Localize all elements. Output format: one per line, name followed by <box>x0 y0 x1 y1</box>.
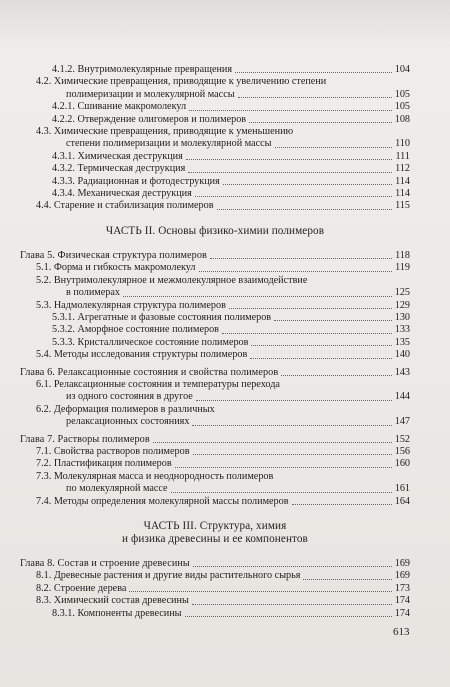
toc-entry-7-4 <box>20 496 410 508</box>
toc-entry-page: 105 <box>394 88 410 100</box>
toc-entry-page: 152 <box>394 433 410 445</box>
toc-entry-title-line2: в полимерах <box>66 287 120 299</box>
toc-entry-7-1 <box>20 446 410 458</box>
chapter-title: Глава 5. Физическая структура полимеров <box>20 249 207 261</box>
toc-entry-title-line2: релаксационных состояниях <box>66 416 190 428</box>
toc-entry-page: 114 <box>395 188 410 200</box>
chapter-title: Глава 6. Релаксационные состояния и свойства полимеров <box>20 366 279 378</box>
part-3-heading-line2: и физика древесины и ее компонентов <box>122 533 308 545</box>
leader-dots <box>210 258 392 259</box>
leader-dots <box>153 442 392 443</box>
toc-entry-8-3 <box>20 595 410 607</box>
part-3-heading-line1: ЧАСТЬ III. Структура, химия <box>143 520 287 532</box>
toc-entry-title: 4.2.1. Сшивание макромолекул <box>52 101 187 113</box>
toc-entry-4-3-2 <box>20 163 410 175</box>
leader-dots <box>222 333 392 334</box>
toc-entry-page: 147 <box>394 416 410 428</box>
leader-dots <box>235 72 392 73</box>
part-2-heading: ЧАСТЬ II. Основы физико-химии полимеров <box>105 224 325 237</box>
toc-chapter-5 <box>20 250 410 262</box>
toc-entry-title-line2: степени полимеризации и молекулярной массы <box>66 138 272 150</box>
leader-dots <box>189 110 392 111</box>
toc-entry-page: 129 <box>394 299 410 311</box>
table-of-contents <box>20 64 410 620</box>
toc-entry-title-line2: полимеризации и молекулярной массы <box>66 88 235 100</box>
toc-entry-page: 140 <box>394 349 410 361</box>
toc-entry-8-1 <box>20 570 410 582</box>
leader-dots <box>192 604 392 605</box>
toc-entry-4-2 <box>20 76 410 101</box>
toc-entry-page: 156 <box>394 445 410 457</box>
toc-entry-page: 174 <box>394 595 410 607</box>
toc-entry-title: 4.4. Старение и стабилизация полимеров <box>36 200 214 212</box>
toc-entry-page: 108 <box>394 113 410 125</box>
leader-dots <box>185 616 392 617</box>
toc-entry-page: 115 <box>395 200 410 212</box>
toc-entry-page: 105 <box>394 101 410 113</box>
toc-entry-page: 104 <box>394 64 410 75</box>
toc-entry-title: 8.1. Древесные растения и другие виды растительного сырья <box>36 570 301 582</box>
leader-dots <box>171 492 392 493</box>
toc-entry-6-2 <box>20 404 410 429</box>
leader-dots <box>195 196 392 197</box>
toc-entry-4-2-1 <box>20 101 410 113</box>
toc-chapter-6 <box>20 367 410 379</box>
leader-dots <box>249 122 392 123</box>
chapter-title: Глава 7. Растворы полимеров <box>20 433 150 445</box>
toc-entry-8-2 <box>20 583 410 595</box>
toc-entry-page: 160 <box>394 458 410 470</box>
toc-entry-5-3 <box>20 300 410 312</box>
toc-entry-title: 4.3.1. Химическая деструкция <box>52 150 183 162</box>
leader-dots <box>251 345 391 346</box>
leader-dots <box>175 467 392 468</box>
toc-entry-title: 5.1. Форма и гибкость макромолекул <box>36 262 196 274</box>
leader-dots <box>196 400 392 401</box>
toc-entry-4-3-4 <box>20 188 410 200</box>
toc-entry-page: 119 <box>395 262 410 274</box>
toc-entry-title: 4.3.2. Термическая деструкция <box>52 163 186 175</box>
toc-entry-title: 8.2. Строение дерева <box>36 582 127 594</box>
toc-entry-page: 173 <box>394 582 410 594</box>
toc-entry-title-line1: 4.3. Химические превращения, приводящие к уменьшению <box>36 126 294 138</box>
leader-dots <box>192 425 391 426</box>
toc-entry-title: 7.2. Пластификация полимеров <box>36 458 172 470</box>
toc-entry-5-2 <box>20 275 410 300</box>
toc-entry-page: 174 <box>394 607 410 619</box>
toc-entry-page: 169 <box>394 558 410 569</box>
toc-entry-title: 5.4. Методы исследования структуры полимеров <box>36 349 248 361</box>
toc-entry-page: 112 <box>395 163 410 175</box>
toc-entry-title-line1: 5.2. Внутримолекулярное и межмолекулярное взаимодействие <box>36 274 308 286</box>
toc-entry-page: 144 <box>394 391 410 403</box>
leader-dots <box>217 209 393 210</box>
toc-entry-page: 164 <box>394 495 410 507</box>
toc-entry-title: 5.3. Надмолекулярная структура полимеров <box>36 299 226 311</box>
toc-entry-5-3-3 <box>20 337 410 349</box>
leader-dots <box>188 172 392 173</box>
toc-entry-8-3-1 <box>20 608 410 620</box>
toc-entry-4-3-1 <box>20 151 410 163</box>
toc-entry-title-line1: 4.2. Химические превращения, приводящие к увеличению степени <box>36 76 327 88</box>
toc-entry-title: 7.4. Методы определения молекулярной массы полимеров <box>36 495 289 507</box>
leader-dots <box>292 504 392 505</box>
toc-entry-5-3-2 <box>20 324 410 336</box>
bleed-through-shadow <box>0 0 450 50</box>
leader-dots <box>250 358 391 359</box>
toc-entry-page: 133 <box>394 324 410 336</box>
toc-entry-4-1-2 <box>20 64 410 76</box>
toc-entry-7-2 <box>20 458 410 470</box>
toc-entry-page: 143 <box>394 366 410 378</box>
toc-entry-page: 110 <box>395 138 410 150</box>
chapter-title: Глава 8. Состав и строение древесины <box>20 558 190 569</box>
toc-entry-page: 118 <box>395 249 410 261</box>
leader-dots <box>303 579 391 580</box>
toc-entry-title: 5.3.1. Агрегатные и фазовые состояния полимеров <box>52 311 272 323</box>
toc-entry-title: 8.3.1. Компоненты древесины <box>52 607 182 619</box>
leader-dots <box>275 147 393 148</box>
leader-dots <box>123 296 392 297</box>
toc-entry-7-3 <box>20 471 410 496</box>
toc-entry-title: 5.3.2. Аморфное состояние полимеров <box>52 324 219 336</box>
toc-entry-title: 4.2.2. Отверждение олигомеров и полимеров <box>52 113 247 125</box>
toc-entry-5-4 <box>20 349 410 361</box>
toc-chapter-8 <box>20 558 410 570</box>
leader-dots <box>186 159 393 160</box>
toc-entry-title: 4.3.3. Радиационная и фотодеструкция <box>52 175 220 187</box>
toc-entry-page: 125 <box>394 287 410 299</box>
toc-entry-title: 4.1.2. Внутримолекулярные превращения <box>52 64 233 75</box>
toc-entry-title: 4.3.4. Механическая деструкция <box>52 188 192 200</box>
toc-entry-title: 5.3.3. Кристаллическое состояние полимеров <box>52 336 249 348</box>
leader-dots <box>274 320 392 321</box>
page-number: 613 <box>393 626 410 638</box>
toc-entry-page: 135 <box>394 336 410 348</box>
leader-dots <box>223 184 392 185</box>
toc-entry-title-line1: 7.3. Молекулярная масса и неоднородность полимеров <box>36 470 274 482</box>
toc-entry-page: 130 <box>394 311 410 323</box>
toc-entry-5-1 <box>20 262 410 274</box>
toc-entry-title-line2: по молекулярной массе <box>66 483 168 495</box>
leader-dots <box>193 454 392 455</box>
toc-entry-5-3-1 <box>20 312 410 324</box>
toc-entry-4-3 <box>20 126 410 151</box>
toc-entry-page: 161 <box>394 483 410 495</box>
toc-entry-page: 114 <box>395 175 410 187</box>
leader-dots <box>129 591 391 592</box>
leader-dots <box>193 566 392 567</box>
toc-entry-4-3-3 <box>20 176 410 188</box>
toc-entry-title-line1: 6.1. Релаксационные состояния и температуры перехода <box>36 378 280 390</box>
toc-entry-title: 7.1. Свойства растворов полимеров <box>36 445 190 457</box>
toc-entry-title: 8.3. Химический состав древесины <box>36 595 189 607</box>
leader-dots <box>281 375 391 376</box>
toc-entry-title-line2: из одного состояния в другое <box>66 391 193 403</box>
toc-entry-4-4 <box>20 200 410 212</box>
leader-dots <box>199 271 393 272</box>
toc-entry-title-line1: 6.2. Деформация полимеров в различных <box>36 403 215 415</box>
leader-dots <box>229 308 392 309</box>
leader-dots <box>238 97 392 98</box>
toc-entry-4-2-2 <box>20 114 410 126</box>
toc-entry-page: 169 <box>394 570 410 582</box>
toc-entry-page: 111 <box>395 150 410 162</box>
toc-chapter-7 <box>20 434 410 446</box>
toc-entry-6-1 <box>20 379 410 404</box>
